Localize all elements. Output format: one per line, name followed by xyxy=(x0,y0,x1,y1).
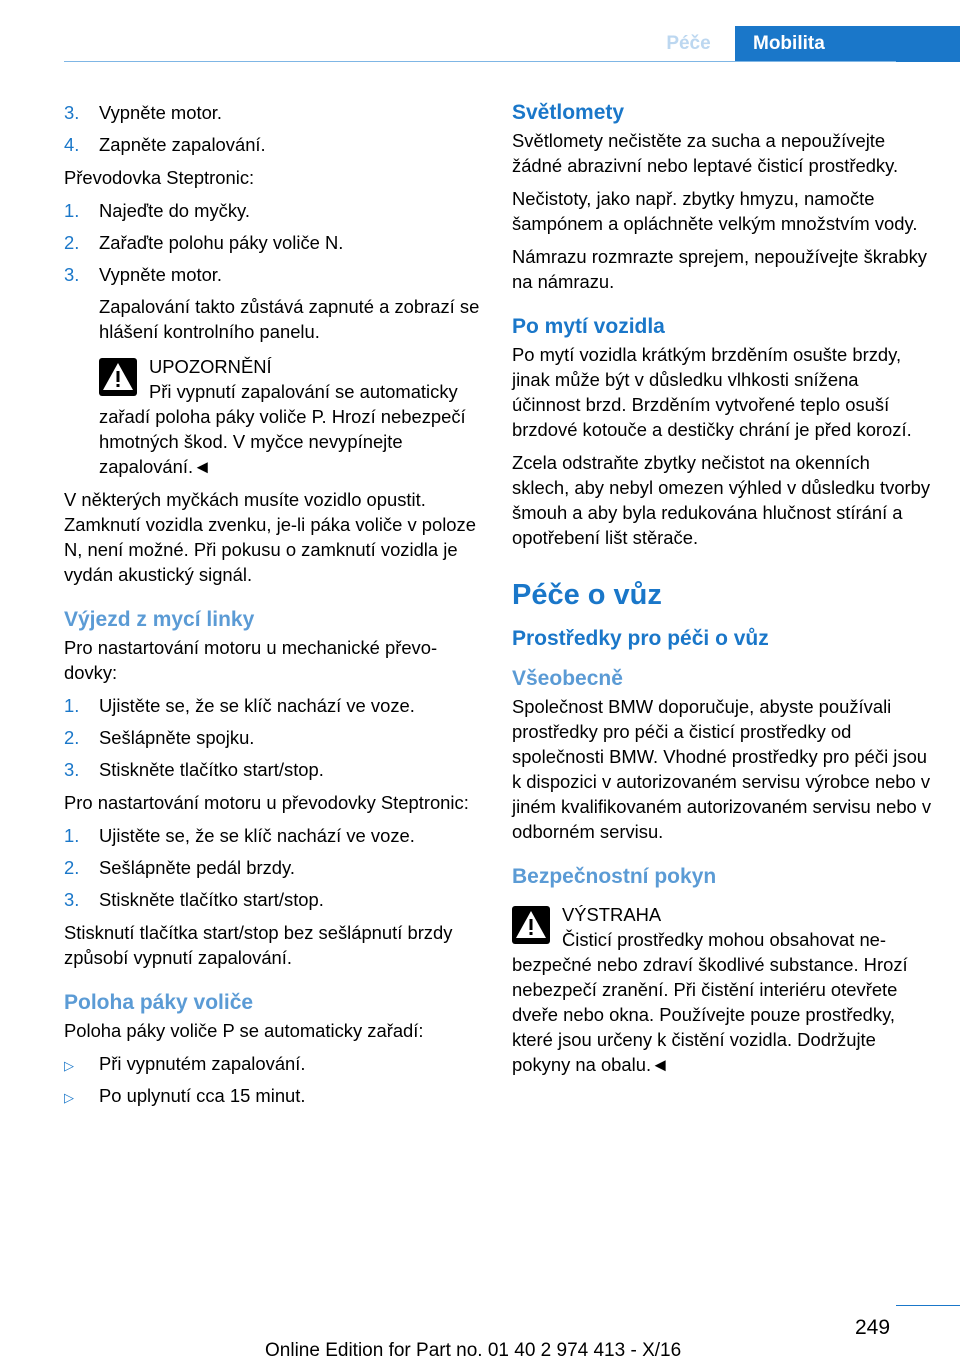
list-manual-start xyxy=(64,693,484,782)
list-engine-off xyxy=(64,100,484,157)
heading-vseobecne: Všeobecně xyxy=(512,667,623,690)
paragraph: Nečistoty, jako např. zbytky hmyzu, namočte šampónem a opláchněte velkým množstvím vody. xyxy=(512,188,918,234)
tab-pece[interactable]: Péče xyxy=(666,33,711,54)
list-item: 2. Sešlápněte pedál brzdy. xyxy=(64,857,295,878)
paragraph: V některých myčkách musíte vozidlo opustit. Zamknutí vozidla zvenku, je-li páka voliče v poloze N, není možné. Při pokusu o zamknutí vozidla je vydán akustický signál. xyxy=(64,489,476,585)
list-steptronic xyxy=(64,198,484,344)
paragraph: Světlomety nečistěte za sucha a nepoužívejte žádné abrazivní nebo leptavé čisticí prostředky. xyxy=(512,130,899,176)
list-item: 3. Stiskněte tlačítko start/stop. xyxy=(64,759,324,780)
list-steptronic-start xyxy=(64,823,484,912)
paragraph: Námrazu rozmrazte sprejem, nepoužívejte škrabky na námrazu. xyxy=(512,246,927,292)
warning-triangle-icon xyxy=(99,358,137,396)
paragraph: Pro nastartování motoru u mechanické převodovky: xyxy=(64,637,438,683)
heading-prostredky: Prostředky pro péči o vůz xyxy=(512,627,769,650)
page-number: 249 xyxy=(855,1316,891,1339)
warning-triangle-icon xyxy=(512,906,550,944)
list-item: 1. Ujistěte se, že se klíč nachází ve voze. xyxy=(64,825,415,846)
heading-pece-o-vuz: Péče o vůz xyxy=(512,579,662,611)
list-item: 3. Vypněte motor. xyxy=(64,102,223,123)
list-item: 1. Ujistěte se, že se klíč nachází ve voze. xyxy=(64,695,415,716)
right-column xyxy=(512,100,932,1085)
heading-vyjezd: Výjezd z mycí linky xyxy=(64,608,255,631)
warning-vystraha xyxy=(512,902,932,1077)
paragraph: Stisknutí tlačítka start/stop bez sešlápnutí brzdy způsobí vypnutí zapalování. xyxy=(64,922,453,968)
left-column xyxy=(64,100,484,1116)
heading-poloha: Poloha páky voliče xyxy=(64,991,254,1014)
list-item: 3. Vypněte motor. Zapalování takto zůstává zapnuté a zobrazí se hlášení kontrolního panelu. xyxy=(64,262,484,344)
heading-bezpecnostni: Bezpečnostní pokyn xyxy=(512,865,717,888)
steptronic-label: Převodovka Steptronic: xyxy=(64,167,255,188)
heading-svetlomety: Světlomety xyxy=(512,101,625,124)
tab-mobilita[interactable]: Mobilita xyxy=(735,26,960,62)
heading-po-myti: Po mytí vozidla xyxy=(512,315,665,338)
list-item: 2. Zařaďte polohu páky voliče N. xyxy=(64,232,344,253)
list-item: 4. Zapněte zapalování. xyxy=(64,134,266,155)
paragraph: Společnost BMW doporučuje, abyste používali prostředky pro péči a čisticí prostředky od společnosti BMW. Vhodné prostředky pro péči jsou k dispozici v autorizovaném servisu výrobce nebo v jiném kvalifikovaném autorizovaném servisu nebo v odborném servisu. xyxy=(512,696,932,842)
warning-title: VÝSTRAHA xyxy=(562,904,662,925)
bullet-list xyxy=(64,1051,484,1108)
triangle-bullet-icon: ▷ xyxy=(64,1058,74,1073)
warning-text: Při vypnutí zapalování se automaticky zařadí poloha páky voliče P. Hrozí nebezpečí hmotných škod. V myčce nevypínejte zapalování.◄ xyxy=(99,381,466,477)
footer-divider xyxy=(896,1305,960,1306)
list-item: 3. Stiskněte tlačítko start/stop. xyxy=(64,889,324,910)
list-item: ▷ Při vypnutém zapalování. xyxy=(64,1051,484,1076)
paragraph: Po mytí vozidla krátkým brzděním osušte brzdy, jinak může být v důsledku vlhkosti snížena účinnost brzd. Brzděním vytvořené teplo osuší brzdové kotouče a destičky chrání je před korozí. xyxy=(512,344,912,440)
triangle-bullet-icon: ▷ xyxy=(64,1090,74,1105)
paragraph: Poloha páky voliče P se automaticky zařadí: xyxy=(64,1020,424,1041)
edition-footer: Online Edition for Part no. 01 40 2 974 413 - X/16 xyxy=(265,1340,682,1361)
paragraph: Pro nastartování motoru u převodovky Steptronic: xyxy=(64,792,469,813)
list-item: 1. Najeďte do myčky. xyxy=(64,200,250,221)
paragraph: Zcela odstraňte zbytky nečistot na okenních sklech, aby nebyl omezen výhled v důsledku tvorby šmouh a aby byla redukována hlučnost stírání a opotřebení lišt stěrače. xyxy=(512,452,931,548)
header-divider xyxy=(64,61,896,62)
list-item: 2. Sešlápněte spojku. xyxy=(64,727,255,748)
warning-text: Čisticí prostředky mohou obsahovat nebezpečné nebo zdraví škodlivé substance. Hrozí nebezpečí zranění. Při čistění interiéru otevřete dveře nebo okna. Používejte pouze prostředky, které jsou určeny k čistění vozidla. Dodržujte pokyny na obalu.◄ xyxy=(512,929,908,1075)
list-item: ▷ Po uplynutí cca 15 minut. xyxy=(64,1083,484,1108)
warning-upozorneni xyxy=(99,354,484,479)
list-item-note: Zapalování takto zůstává zapnuté a zobrazí se hlášení kontrolního panelu. xyxy=(99,296,480,342)
warning-title: UPOZORNĚNÍ xyxy=(149,356,272,377)
